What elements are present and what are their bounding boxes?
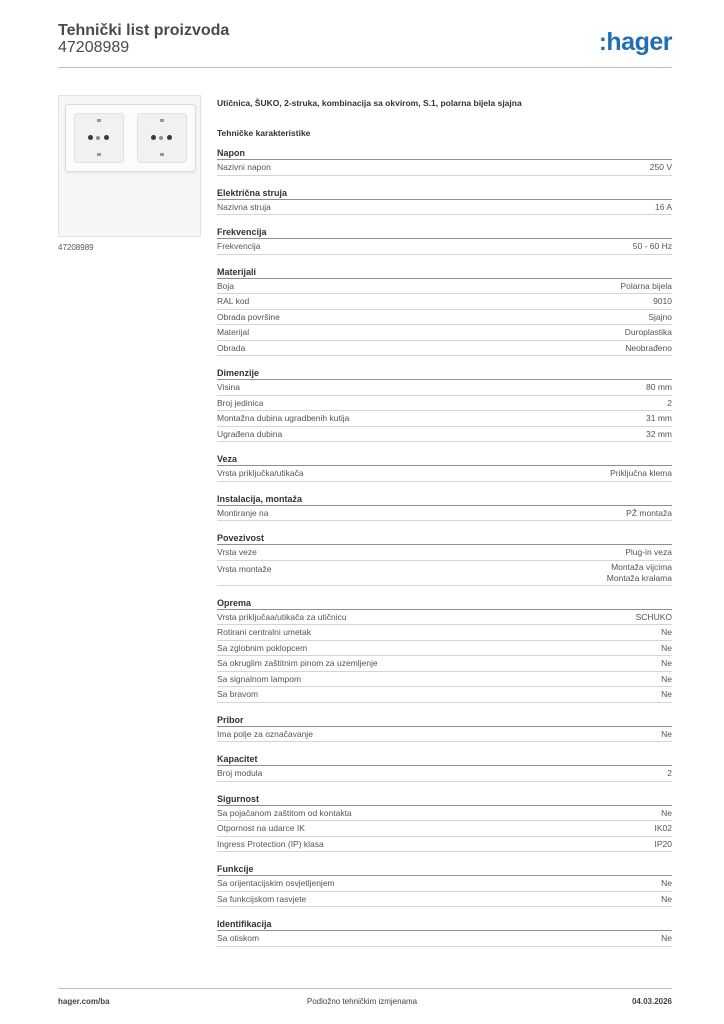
- spec-value-line: Ne: [661, 658, 672, 668]
- spec-value-line: Sjajno: [648, 311, 672, 322]
- spec-value: [655, 821, 673, 836]
- product-description: Utičnica, ŠUKO, 2-struka, kombinacija sa okvirom, S.1, polarna bijela sjajna: [217, 98, 522, 108]
- spec-row: [217, 672, 672, 688]
- logo-text: hager: [606, 28, 672, 56]
- spec-row: [217, 766, 672, 782]
- spec-row: [217, 876, 672, 892]
- footer-note: Podložno tehničkim izmjenama: [306, 997, 418, 1006]
- spec-group: [217, 597, 672, 703]
- spec-value: [655, 837, 673, 852]
- spec-value-line: 2: [667, 397, 672, 408]
- spec-group-title: Materijali: [217, 266, 672, 279]
- spec-group-title: Funkcije: [217, 863, 672, 876]
- spec-label: Sa funkcijskom rasvjete: [217, 893, 307, 904]
- spec-row: [217, 466, 672, 482]
- socket-plate: [65, 104, 196, 172]
- header-divider: [58, 67, 672, 68]
- spec-label: Sa otiskom: [217, 933, 260, 943]
- spec-value: [661, 656, 672, 671]
- socket-right: [137, 113, 187, 163]
- spec-row: [217, 545, 672, 561]
- spec-group: [217, 453, 672, 482]
- spec-value-line: Montaža kralama: [606, 572, 672, 583]
- spec-group-title: Instalacija, montaža: [217, 493, 672, 506]
- spec-label: Montažna dubina ugradbenih kutija: [217, 413, 350, 423]
- document-number: 47208989: [58, 39, 130, 56]
- spec-label: Nazivni napon: [217, 162, 271, 172]
- spec-value: [667, 766, 672, 781]
- spec-group: [217, 187, 672, 216]
- spec-label: RAL kod: [217, 296, 250, 306]
- spec-row: [217, 239, 672, 255]
- spec-label: Sa okruglim zaštitnim pinom za uzemljenje: [217, 658, 378, 668]
- footer-divider: [58, 988, 672, 989]
- spec-group: [217, 493, 672, 522]
- spec-row: [217, 806, 672, 822]
- spec-row: [217, 341, 672, 357]
- spec-value-line: 80 mm: [646, 382, 672, 392]
- spec-group-title: Pribor: [217, 714, 672, 727]
- spec-value-line: Polarna bijela: [620, 280, 672, 291]
- spec-value: [655, 200, 672, 215]
- spec-label: Sa bravom: [217, 689, 259, 699]
- spec-group: [217, 753, 672, 782]
- spec-group: [217, 147, 672, 176]
- spec-row: [217, 561, 672, 586]
- spec-group: [217, 266, 672, 357]
- spec-value: [607, 562, 672, 584]
- spec-value: [625, 341, 672, 356]
- spec-value-line: Duroplastika: [624, 327, 672, 337]
- spec-label: Rotirani centralni umetak: [217, 627, 312, 637]
- spec-group: [217, 532, 672, 586]
- spec-value-line: Neobrađeno: [625, 342, 672, 353]
- spec-row: [217, 160, 672, 176]
- spec-value: [636, 610, 672, 625]
- spec-label: Visina: [217, 382, 240, 392]
- spec-value: [667, 396, 672, 411]
- spec-row: [217, 200, 672, 216]
- footer-date: 04.03.2026: [631, 997, 672, 1006]
- spec-value-line: 2: [667, 768, 672, 778]
- product-image: [58, 95, 201, 237]
- spec-label: Sa signalnom lampom: [217, 673, 302, 684]
- spec-value-line: 16 A: [654, 201, 672, 212]
- spec-value: [661, 625, 672, 640]
- spec-row: [217, 821, 672, 837]
- spec-value: [661, 931, 672, 946]
- spec-value: [661, 672, 672, 687]
- spec-value-line: Ne: [661, 807, 672, 818]
- spec-group: [217, 367, 672, 442]
- spec-row: [217, 396, 672, 412]
- spec-group: [217, 793, 672, 853]
- spec-group-title: Sigurnost: [217, 793, 672, 806]
- spec-value: [625, 325, 672, 340]
- spec-value-line: Ne: [661, 627, 672, 637]
- spec-group-title: Povezivost: [217, 532, 672, 545]
- spec-label: Boja: [217, 280, 235, 291]
- spec-value: [661, 727, 672, 742]
- spec-label: Sa orijentacijskim osvjetljenjem: [217, 878, 335, 888]
- spec-row: [217, 727, 672, 743]
- spec-label: Sa zglobnim poklopcem: [217, 642, 308, 653]
- image-caption: 47208989: [58, 243, 94, 252]
- spec-group-title: Veza: [217, 453, 672, 466]
- spec-value: [626, 506, 672, 521]
- footer-website-link[interactable]: hager.com/ba: [58, 997, 110, 1006]
- spec-row: [217, 279, 672, 295]
- spec-label: Nazivna struja: [217, 201, 271, 212]
- spec-label: Sa pojačanom zaštitom od kontakta: [217, 807, 352, 818]
- spec-label: Montiranje na: [217, 507, 269, 518]
- spec-label: Ugrađena dubina: [217, 428, 283, 439]
- spec-label: Vrsta priključaa/utikača za utičnicu: [217, 611, 347, 622]
- spec-row: [217, 656, 672, 672]
- spec-value-line: 32 mm: [646, 428, 672, 439]
- spec-value-line: 31 mm: [646, 413, 672, 423]
- spec-group-title: Identifikacija: [217, 918, 672, 931]
- spec-label: Ingress Protection (IP) klasa: [217, 838, 324, 849]
- spec-label: Broj jedinica: [217, 397, 264, 408]
- spec-value: [661, 876, 672, 891]
- spec-row: [217, 610, 672, 626]
- spec-row: [217, 625, 672, 641]
- spec-value-line: SCHUKO: [635, 611, 672, 622]
- spec-value: [633, 239, 672, 254]
- spec-row: [217, 310, 672, 326]
- spec-row: [217, 411, 672, 427]
- spec-label: Ima polje za označavanje: [217, 728, 313, 739]
- spec-value: [648, 310, 672, 325]
- spec-value-line: 9010: [653, 296, 672, 306]
- spec-value-line: Ne: [661, 893, 672, 904]
- socket-left: [74, 113, 124, 163]
- spec-value-line: Plug-in veza: [625, 547, 672, 557]
- spec-group-title: Napon: [217, 147, 672, 160]
- spec-value-line: Ne: [661, 642, 672, 653]
- spec-value-line: Priključna klema: [610, 468, 672, 478]
- spec-group: [217, 714, 672, 743]
- spec-row: [217, 931, 672, 947]
- spec-value: [661, 892, 672, 907]
- spec-label: Vrsta priključka/utikača: [217, 468, 304, 478]
- spec-group-title: Električna struja: [217, 187, 672, 200]
- spec-value-line: Ne: [661, 878, 672, 888]
- spec-value: [661, 806, 672, 821]
- spec-value: [620, 279, 672, 294]
- spec-group: [217, 863, 672, 907]
- spec-value: [646, 427, 672, 442]
- spec-value: [646, 380, 672, 395]
- spec-value: [650, 160, 672, 175]
- spec-value-line: 50 - 60 Hz: [632, 241, 672, 251]
- spec-value: [610, 466, 672, 481]
- spec-value-line: Ne: [661, 933, 672, 943]
- spec-value: [646, 411, 672, 426]
- spec-label: Materijal: [217, 327, 250, 337]
- spec-row: [217, 506, 672, 522]
- spec-label: Otpornost na udarce IK: [217, 823, 305, 833]
- spec-group-title: Oprema: [217, 597, 672, 610]
- spec-row: [217, 427, 672, 443]
- spec-row: [217, 325, 672, 341]
- specs-content: [217, 96, 672, 947]
- spec-row: [217, 837, 672, 853]
- hager-logo[interactable]: :hager: [598, 28, 672, 56]
- spec-groups: [217, 147, 672, 947]
- spec-group-title: Kapacitet: [217, 753, 672, 766]
- spec-value: [653, 294, 672, 309]
- spec-group-title: Dimenzije: [217, 367, 672, 380]
- spec-label: Obrada: [217, 342, 246, 353]
- spec-value-line: IP20: [654, 838, 672, 849]
- spec-row: [217, 892, 672, 908]
- spec-label: Obrada površine: [217, 311, 280, 322]
- spec-label: Broj modula: [217, 768, 263, 778]
- technical-section-title: Tehničke karakteristike: [217, 128, 311, 138]
- spec-value: [661, 687, 672, 702]
- spec-value-line: IK02: [654, 823, 672, 833]
- spec-row: [217, 380, 672, 396]
- spec-value-line: Montaža vijcima: [611, 561, 672, 572]
- document-title: Tehnički list proizvoda: [58, 22, 230, 39]
- spec-group: [217, 226, 672, 255]
- spec-row: [217, 294, 672, 310]
- spec-group-title: Frekvencija: [217, 226, 672, 239]
- spec-group: [217, 918, 672, 947]
- spec-value: [625, 545, 672, 560]
- spec-value-line: Ne: [661, 689, 672, 699]
- spec-row: [217, 641, 672, 657]
- spec-value-line: Ne: [661, 673, 672, 684]
- spec-value-line: PŽ montaža: [626, 507, 672, 518]
- spec-value-line: Ne: [661, 728, 672, 739]
- spec-value-line: 250 V: [649, 162, 672, 172]
- spec-label: Vrsta montaže: [217, 563, 272, 574]
- spec-label: Vrsta veze: [217, 547, 257, 557]
- spec-value: [661, 641, 672, 656]
- spec-row: [217, 687, 672, 703]
- spec-label: Frekvencija: [217, 241, 261, 251]
